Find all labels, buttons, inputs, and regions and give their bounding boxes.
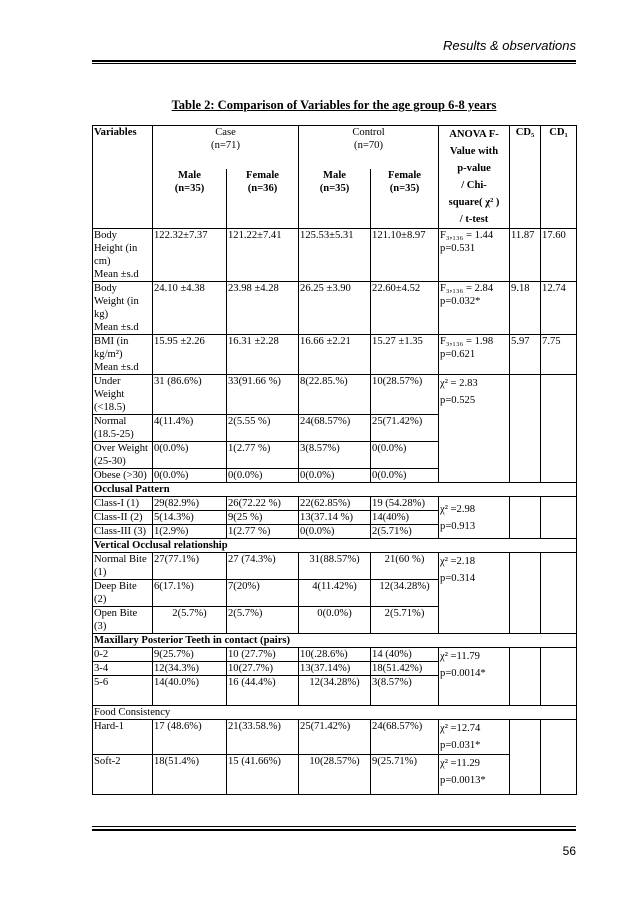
- cell: 22(62.85%): [299, 497, 371, 511]
- cell: 22.60±4.52: [371, 282, 439, 335]
- cell: 25(71.42%): [371, 415, 439, 442]
- cell: 31(88.57%): [299, 553, 371, 580]
- row-label: BMI (in kg/m²) Mean ±s.d: [93, 335, 153, 375]
- cell: 10(.28.6%): [299, 648, 371, 662]
- row-label: 5-6: [93, 676, 153, 706]
- cell: 16 (44.4%): [227, 676, 299, 706]
- stat-cell: χ² =2.98 p=0.913: [439, 497, 510, 539]
- col-cd5: CD₅: [510, 126, 541, 229]
- cell: 14(40%): [371, 511, 439, 525]
- cell: 18(51.42%): [371, 662, 439, 676]
- table-row: [93, 720, 577, 755]
- section-title: Maxillary Posterior Teeth in contact (pairs): [93, 634, 577, 648]
- cell: 0(0.0%): [153, 469, 227, 483]
- stat-cell: χ² =11.29 p=0.0013*: [439, 755, 510, 795]
- table-row: [93, 553, 577, 580]
- cell: 9(25.7%): [153, 648, 227, 662]
- cell: 0(0.0%): [153, 442, 227, 469]
- stat-cell: χ² = 2.83 p=0.525: [439, 375, 510, 483]
- cell: 1(2.77 %): [227, 525, 299, 539]
- cell: 9(25.71%): [371, 755, 439, 795]
- header-rule: [92, 60, 576, 62]
- cell: 12.74: [541, 282, 577, 335]
- cell: [510, 497, 541, 539]
- cell: 8(22.85.%): [299, 375, 371, 415]
- row-label: Class-III (3): [93, 525, 153, 539]
- cell: 23.98 ±4.28: [227, 282, 299, 335]
- cell: 9(25 %): [227, 511, 299, 525]
- stat-cell: χ² =12.74 p=0.031*: [439, 720, 510, 755]
- cell: 0(0.0%): [299, 469, 371, 483]
- cell: [510, 375, 541, 483]
- table-caption: Table 2: Comparison of Variables for the age group 6-8 years: [171, 98, 497, 112]
- page-number: 56: [562, 844, 576, 858]
- cell: [541, 375, 577, 483]
- cell: 15.95 ±2.26: [153, 335, 227, 375]
- cell: 29(82.9%): [153, 497, 227, 511]
- cell: 3(8.57%): [299, 442, 371, 469]
- footer-rule-thin: [92, 826, 576, 827]
- row-label: Body Height (in cm) Mean ±s.d: [93, 229, 153, 282]
- cell: 125.53±5.31: [299, 229, 371, 282]
- cell: 10(27.7%): [227, 662, 299, 676]
- table-row: [93, 648, 577, 662]
- cell: 18(51.4%): [153, 755, 227, 795]
- cell: 21(33.58.%): [227, 720, 299, 755]
- cell: [510, 648, 541, 706]
- table-row: [93, 755, 577, 795]
- cell: 25(71.42%): [299, 720, 371, 755]
- row-label: Obese (>30): [93, 469, 153, 483]
- col-case: Case (n=71): [153, 126, 299, 169]
- comparison-table: [92, 125, 577, 795]
- cell: [541, 553, 577, 634]
- cell: 17.60: [541, 229, 577, 282]
- row-label: Class-II (2): [93, 511, 153, 525]
- cell: 24(68.57%): [371, 720, 439, 755]
- cell: 121.10±8.97: [371, 229, 439, 282]
- cell: [541, 497, 577, 539]
- cell: 12(34.28%): [371, 580, 439, 607]
- cell: 15 (41.66%): [227, 755, 299, 795]
- row-label: Soft-2: [93, 755, 153, 795]
- cell: 0(0.0%): [371, 469, 439, 483]
- cell: 12(34.3%): [153, 662, 227, 676]
- col-variables: Variables: [93, 126, 153, 229]
- col-cd1: CD₁: [541, 126, 577, 229]
- running-header: Results & observations: [443, 38, 576, 53]
- cell: 16.66 ±2.21: [299, 335, 371, 375]
- ctrl-female-head: Female (n=35): [371, 169, 439, 229]
- cell: 0(0.0%): [227, 469, 299, 483]
- row-label: Normal (18.5-25): [93, 415, 153, 442]
- cell: 2(5.7%): [227, 607, 299, 634]
- cell: 31 (86.6%): [153, 375, 227, 415]
- cell: 3(8.57%): [371, 676, 439, 706]
- cell: 122.32±7.37: [153, 229, 227, 282]
- section-title: Occlusal Pattern: [93, 483, 577, 497]
- row-label: Class-I (1): [93, 497, 153, 511]
- cell: 16.31 ±2.28: [227, 335, 299, 375]
- cell: 24.10 ±4.38: [153, 282, 227, 335]
- case-female-head: Female (n=36): [227, 169, 299, 229]
- cell: 10(28.57%): [299, 755, 371, 795]
- ctrl-male-head: Male (n=35): [299, 169, 371, 229]
- cell: 0(0.0%): [299, 607, 371, 634]
- section-row: [93, 634, 577, 648]
- cell: 26(72.22 %): [227, 497, 299, 511]
- cell: 24(68.57%): [299, 415, 371, 442]
- cell: 21(60 %): [371, 553, 439, 580]
- stat-cell: F₃,₁₃₆ = 2.84 p=0.032*: [439, 282, 510, 335]
- section-row: [93, 483, 577, 497]
- cell: 0(0.0%): [371, 442, 439, 469]
- cell: 13(37.14 %): [299, 511, 371, 525]
- stat-cell: χ² =2.18 p=0.314: [439, 553, 510, 634]
- row-label: Body Weight (in kg) Mean ±s.d: [93, 282, 153, 335]
- row-label: Deep Bite (2): [93, 580, 153, 607]
- section-row: [93, 539, 577, 553]
- table-row: [93, 282, 577, 335]
- cell: 2(5.7%): [153, 607, 227, 634]
- table-row: [93, 335, 577, 375]
- row-label: Over Weight (25-30): [93, 442, 153, 469]
- cell: 26.25 ±3.90: [299, 282, 371, 335]
- footer-rule: [92, 829, 576, 831]
- cell: 19 (54.28%): [371, 497, 439, 511]
- table-row: [93, 497, 577, 511]
- cell: 11.87: [510, 229, 541, 282]
- case-male-head: Male (n=35): [153, 169, 227, 229]
- stat-cell: F₃,₁₃₆ = 1.98 p=0.621: [439, 335, 510, 375]
- cell: 2(5.71%): [371, 525, 439, 539]
- cell: 7(20%): [227, 580, 299, 607]
- table-row: [93, 375, 577, 415]
- cell: 10 (27.7%): [227, 648, 299, 662]
- cell: 1(2.77 %): [227, 442, 299, 469]
- cell: [510, 720, 541, 795]
- col-control: Control (n=70): [299, 126, 439, 169]
- cell: 2(5.55 %): [227, 415, 299, 442]
- cell: [541, 648, 577, 706]
- cell: [541, 720, 577, 795]
- cell: 27(77.1%): [153, 553, 227, 580]
- cell: 5(14.3%): [153, 511, 227, 525]
- row-label: Open Bite (3): [93, 607, 153, 634]
- cell: 7.75: [541, 335, 577, 375]
- cell: 9.18: [510, 282, 541, 335]
- stat-cell: F₃,₁₃₆ = 1.44 p=0.531: [439, 229, 510, 282]
- cell: 1(2.9%): [153, 525, 227, 539]
- row-label: 0-2: [93, 648, 153, 662]
- section-title: Vertical Occlusal relationship: [93, 539, 577, 553]
- section-title: Food Consistency: [93, 706, 577, 720]
- cell: 2(5.71%): [371, 607, 439, 634]
- header-rule-thin: [92, 63, 576, 64]
- row-label: Under Weight (<18.5): [93, 375, 153, 415]
- cell: 4(11.42%): [299, 580, 371, 607]
- cell: 4(11.4%): [153, 415, 227, 442]
- cell: 6(17.1%): [153, 580, 227, 607]
- row-label: 3-4: [93, 662, 153, 676]
- cell: 10(28.57%): [371, 375, 439, 415]
- cell: 121.22±7.41: [227, 229, 299, 282]
- section-row: [93, 706, 577, 720]
- col-anova: ANOVA F- Value with p-value / Chi- square( χ² ) / t-test: [439, 126, 510, 229]
- cell: 5.97: [510, 335, 541, 375]
- cell: 17 (48.6%): [153, 720, 227, 755]
- cell: 0(0.0%): [299, 525, 371, 539]
- cell: 15.27 ±1.35: [371, 335, 439, 375]
- row-label: Normal Bite (1): [93, 553, 153, 580]
- cell: 14 (40%): [371, 648, 439, 662]
- cell: [510, 553, 541, 634]
- cell: 27 (74.3%): [227, 553, 299, 580]
- header-row: [93, 126, 577, 169]
- row-label: Hard-1: [93, 720, 153, 755]
- cell: 14(40.0%): [153, 676, 227, 706]
- cell: 12(34.28%): [299, 676, 371, 706]
- table-row: [93, 229, 577, 282]
- stat-cell: χ² =11.79 p=0.0014*: [439, 648, 510, 706]
- cell: 33(91.66 %): [227, 375, 299, 415]
- cell: 13(37.14%): [299, 662, 371, 676]
